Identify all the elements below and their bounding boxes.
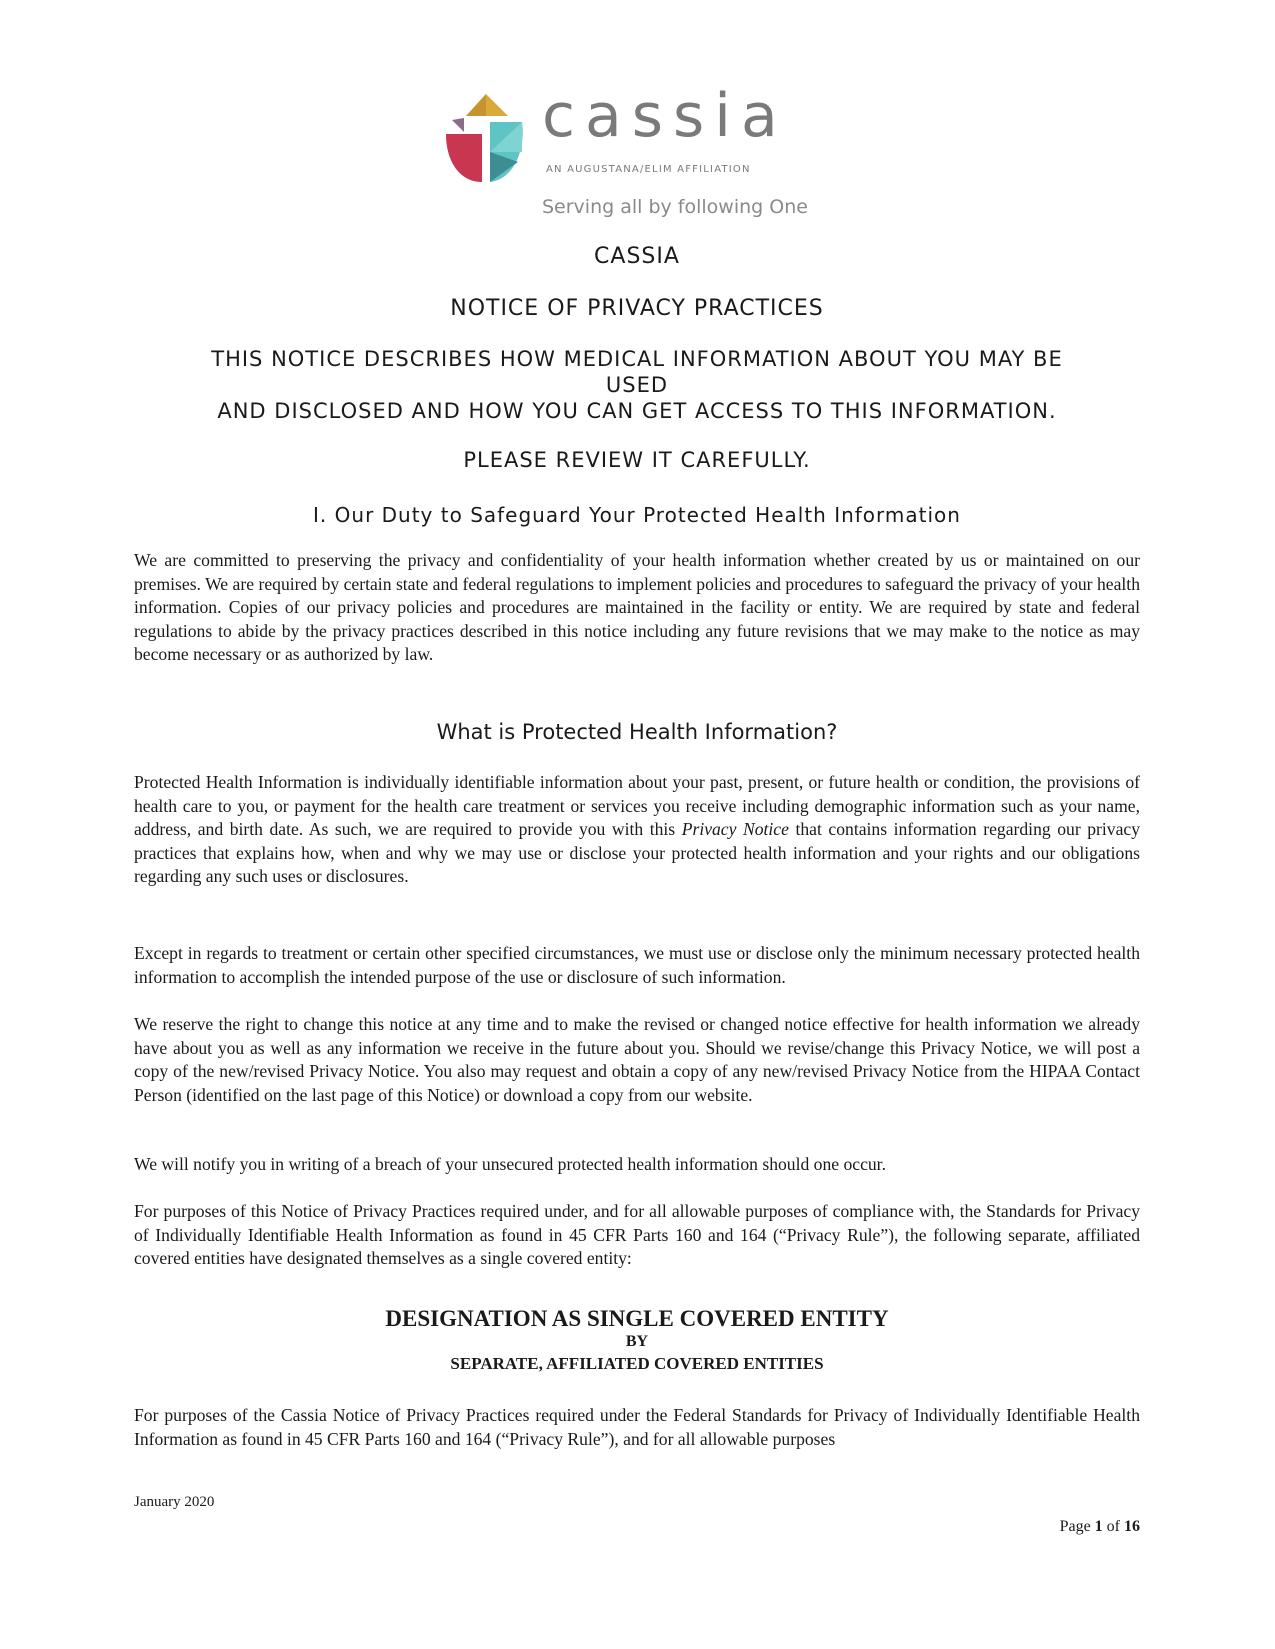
describes-line-1: THIS NOTICE DESCRIBES HOW MEDICAL INFORMATION ABOUT YOU MAY BE bbox=[211, 347, 1063, 371]
change-notice-paragraph: We reserve the right to change this notice at any time and to make the revised or changed notice effective for health information we already have about you as well as any information we receive in the future about you. Should we revise/change this Privacy Notice, we will post a copy of the new/revised Privacy Notice. You also may request and obtain a copy of any new/revised Privacy Notice from the HIPAA Contact Person (identified on the last page of this Notice) or download a copy from our website. bbox=[134, 1014, 1140, 1105]
cassia-logo bbox=[446, 81, 826, 222]
what-is-phi-heading: What is Protected Health Information? bbox=[436, 720, 838, 744]
page-number bbox=[1060, 1518, 1140, 1536]
page-label: Page bbox=[1059, 1518, 1091, 1535]
notice-heading: NOTICE OF PRIVACY PRACTICES bbox=[450, 296, 824, 321]
cassia-purposes-paragraph: For purposes of the Cassia Notice of Privacy Practices required under the Federal Standards for Privacy of Individually Identifiable Health Information as found in 45 CFR Parts 160 and 164 (“Privacy Rule”), and for all allowable purposes bbox=[134, 1405, 1140, 1449]
phi-text-end: that contains information regarding our privacy practices that explains how, when and why we may use or disclose your protected health information and your rights and our obligations regarding any such uses or disclosures. bbox=[134, 819, 1140, 887]
privacy-notice-italic: Privacy Notice bbox=[681, 819, 789, 840]
describes-line-2: USED bbox=[605, 373, 669, 397]
section-1-heading: I. Our Duty to Safeguard Your Protected Health Information bbox=[313, 503, 961, 527]
total-pages: 16 bbox=[1124, 1518, 1140, 1535]
minimum-necessary-paragraph: Except in regards to treatment or certain other specified circumstances, we must use or disclose only the minimum necessary protected health information to accomplish the intended purpose of the use or disclosure of such information. bbox=[134, 943, 1140, 987]
designation-by: BY bbox=[625, 1333, 649, 1350]
phi-text-start: Protected Health Information is individually identifiable information about your past, present, or future health or condition, the provisions of health care to you, or payment for the health care treatment or services you receive including demographic information such as your name, address, and birth date. As such, we are required to provide you with this bbox=[134, 772, 1140, 840]
breach-paragraph: We will notify you in writing of a breach of your unsecured protected health information should one occur. bbox=[134, 1154, 886, 1174]
duty-paragraph: We are committed to preserving the privacy and confidentiality of your health information whether created by us or maintained on our premises. We are required by certain state and federal regulations to implement policies and procedures to safeguard the privacy of your health information. Copies of our privacy policies and procedures are maintained in the facility or entity. We are required by state and federal regulations to abide by the privacy practices described in this notice including any future revisions that we may make to the notice as may become necessary or as authorized by law. bbox=[134, 550, 1140, 665]
describes-heading bbox=[134, 346, 1140, 424]
logo-tagline: Serving all by following One bbox=[542, 196, 808, 218]
purposes-paragraph: For purposes of this Notice of Privacy Practices required under, and for all allowable purposes of compliance with, the Standards for Privacy of Individually Identifiable Health Information as found in 45 CFR Parts 160 and 164 (“Privacy Rule”), the following separate, affiliated covered entities have designated themselves as a single covered entity: bbox=[134, 1201, 1140, 1269]
cassia-logo-mark-icon bbox=[446, 92, 526, 182]
designation-title: DESIGNATION AS SINGLE COVERED ENTITY bbox=[385, 1306, 889, 1331]
phi-definition-paragraph bbox=[134, 771, 1140, 889]
of-label: of bbox=[1106, 1518, 1120, 1535]
current-page: 1 bbox=[1094, 1518, 1103, 1535]
review-heading: PLEASE REVIEW IT CAREFULLY. bbox=[463, 448, 811, 472]
logo-subtitle: AN AUGUSTANA/ELIM AFFILIATION bbox=[546, 164, 751, 175]
designation-subtitle: SEPARATE, AFFILIATED COVERED ENTITIES bbox=[450, 1354, 824, 1373]
describes-line-3: AND DISCLOSED AND HOW YOU CAN GET ACCESS TO THIS INFORMATION. bbox=[217, 399, 1057, 423]
org-heading: CASSIA bbox=[594, 244, 680, 269]
footer-date: January 2020 bbox=[134, 1494, 215, 1510]
logo-wordmark: cassia bbox=[542, 81, 788, 151]
